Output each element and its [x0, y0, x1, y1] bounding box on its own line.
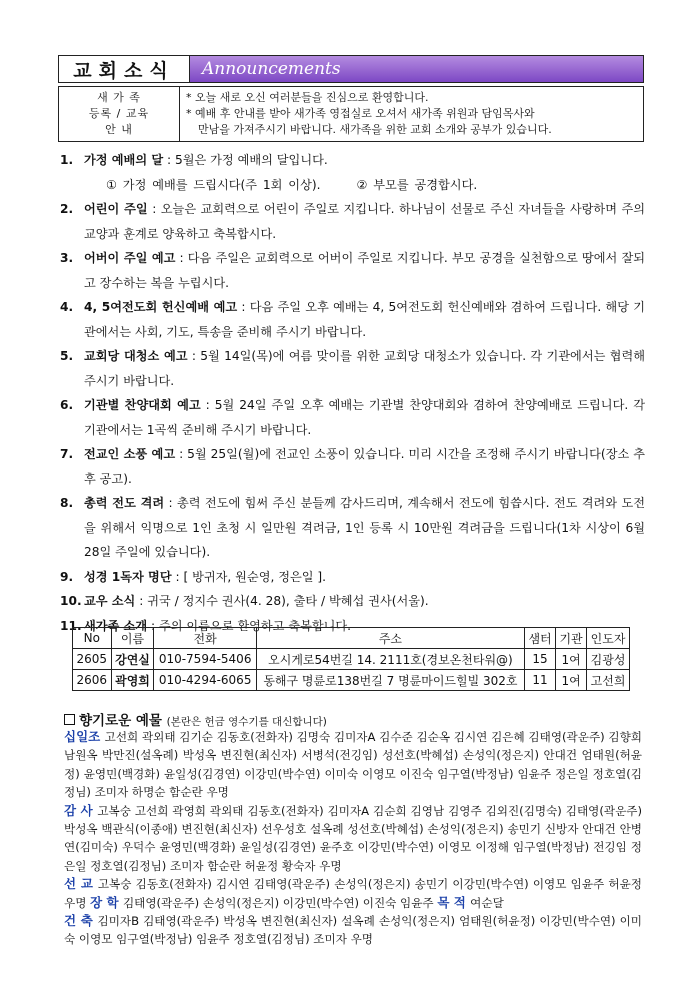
announcement-item	[60, 589, 645, 614]
announcement-item	[60, 491, 645, 565]
new-family-line: * 예배 후 안내를 받아 새가족 영접실로 오셔서 새가족 위원과 담임목사와	[186, 107, 535, 120]
item-text: : 5월 14일(목)에 여름 맞이를 위한 교회당 대청소가 있습니다. 각 기관에서는 협력해 주시기 바랍니다.	[84, 349, 645, 388]
table-cell: 강연실	[111, 649, 154, 670]
new-family-box	[58, 86, 644, 142]
announcement-item	[60, 246, 645, 295]
table-header-row	[73, 628, 630, 649]
announcement-item	[60, 344, 645, 393]
checkbox-icon	[64, 714, 75, 725]
item-text: : 다음 주일은 교회력으로 어버이 주일로 지킵니다. 부모 공경을 실천함으로 땅에서 잘되고 장수하는 복을 누립시다.	[84, 251, 646, 290]
offering-category: 선 교	[64, 876, 98, 892]
new-family-line: 만남을 가져주시기 바랍니다. 새가족을 위한 교회 소개와 공부가 있습니다.	[198, 123, 552, 136]
offering-list	[64, 728, 642, 949]
offering-category: 감 사	[64, 802, 98, 818]
table-cell: 11	[525, 670, 556, 691]
table-cell: 1여	[556, 649, 587, 670]
item-text: : 총력 전도에 힘써 주신 분들께 감사드리며, 계속해서 전도에 힘씁시다. 전도 격려와 도전을 위해서 익명으로 1인 초청 시 일만원 격려금, 1인 등록 시 10만원 격려금을 드립니다(1차 시상이 6월 28일 주일에 있습니다).	[84, 496, 645, 559]
item-text: : 귀국 / 정지수 권사(4. 28), 출타 / 박혜섭 권사(서울).	[135, 594, 429, 608]
item-title: 어버이 주일 예고	[84, 251, 176, 265]
sub-point: ② 부모를 공경합시다.	[356, 177, 478, 192]
item-title: 4, 5여전도회 헌신예배 예고	[84, 300, 238, 314]
table-cell: 2605	[73, 649, 112, 670]
offering-names: 김태영(곽운주) 손성익(정은지) 이강민(박수연) 이진숙 임윤주	[122, 895, 438, 910]
item-title: 전교인 소풍 예고	[84, 447, 176, 461]
offering-names: 여순달	[470, 895, 504, 910]
item-number: 7.	[60, 447, 74, 461]
item-title: 총력 전도 격려	[84, 496, 165, 510]
table-header-cell: No	[73, 628, 112, 649]
offering-names: 고복숭 김동호(전화자) 김시연 김태영(곽운주) 손성익(정은지) 송민기 이강민(박수연) 이영모 임윤주 허윤정 우명	[64, 877, 642, 910]
item-title: 어린이 주일	[84, 202, 148, 216]
item-number: 11.	[60, 618, 82, 633]
item-title: 새가족 소개	[84, 618, 148, 633]
item-number: 4.	[60, 300, 74, 314]
announcement-item	[60, 197, 645, 246]
announcement-item	[60, 442, 645, 491]
table-cell: 2606	[73, 670, 112, 691]
item-number: 1.	[60, 153, 74, 167]
announcement-item	[60, 295, 645, 344]
item-number: 9.	[60, 569, 74, 584]
item-sub-points	[60, 173, 645, 198]
new-family-line: * 오늘 새로 오신 여러분들을 진심으로 환영합니다.	[186, 91, 429, 104]
item-text: : 5월 24일 주일 오후 예배는 기관별 찬양대회와 겸하여 찬양예배로 드립니다. 각 기관에서는 1곡씩 준비해 주시기 바랍니다.	[84, 398, 645, 437]
item-text: : 오늘은 교회력으로 어린이 주일로 지킵니다. 하나님이 선물로 주신 자녀들을 사랑하며 주의 교양과 훈계로 양육하고 축복합시다.	[84, 202, 646, 241]
new-family-table	[72, 627, 630, 691]
announcement-item	[60, 565, 645, 590]
table-header-cell: 전화	[154, 628, 256, 649]
new-family-label: 새 가 족	[97, 91, 141, 104]
table-header-cell: 기관	[556, 628, 587, 649]
table-row	[73, 649, 630, 670]
table-cell: 010-4294-6065	[154, 670, 256, 691]
new-family-text	[180, 87, 643, 141]
offering-names: 고복숭 고선희 곽영희 곽외태 김동호(전화자) 김미자A 김순희 김영남 김영주 김외진(김명숙) 김태영(곽운주) 박성옥 백관식(이종애) 변진현(최신자) 선우성호 설옥례 성선호(박혜섭) 손성익(정은지) 송민기 신방자 안대건 안병연(김미숙) 우덕수 윤영민(백경화) 윤일성(김경연) 윤주호 이강민(박수연) 이영모 이정해 임구열(박정남) 전깅임 정은일 정호열(김정님) 조미자 함순란 허윤정 황숙자 우명	[64, 803, 642, 873]
offering-category: 십일조	[64, 729, 105, 744]
table-cell: 010-7594-5406	[154, 649, 256, 670]
item-text: : 5월 25일(월)에 전교인 소풍이 있습니다. 미리 시간을 조정해 주시기 바랍니다(장소 추후 공고).	[84, 447, 645, 486]
item-title: 기관별 찬양대회 예고	[84, 398, 201, 412]
table-cell: 동해구 명륜로138번길 7 명륜마이드힐빌 302호	[256, 670, 524, 691]
new-family-labels	[59, 87, 180, 141]
header-title-kr: 교회소식	[59, 56, 190, 82]
table-header-cell: 이름	[111, 628, 154, 649]
item-text: : 5월은 가정 예배의 달입니다.	[163, 153, 328, 167]
offering-note: (본란은 헌금 영수기를 대신합니다)	[166, 716, 327, 728]
announcement-item	[60, 148, 645, 173]
section-header	[58, 55, 644, 83]
offering-category: 장 학	[90, 894, 123, 910]
item-number: 5.	[60, 349, 74, 363]
item-text: : 다음 주일 오후 예배는 4, 5여전도회 헌신예배와 겸하여 드립니다. 해당 기관에서는 사회, 기도, 특송을 준비해 주시기 바랍니다.	[84, 300, 645, 339]
item-number: 6.	[60, 398, 74, 412]
table-header-cell: 샘터	[525, 628, 556, 649]
announcement-list	[60, 148, 645, 638]
header-title-en: Announcements	[190, 56, 643, 82]
table-cell: 1여	[556, 670, 587, 691]
announcement-item	[60, 393, 645, 442]
table-cell: 고선희	[587, 670, 630, 691]
offering-title-text: 향기로운 예물	[79, 713, 162, 729]
table-header-cell: 인도자	[587, 628, 630, 649]
sub-point: ① 가정 예배를 드립시다(주 1회 이상).	[106, 177, 321, 192]
item-title: 교회당 대청소 예고	[84, 349, 188, 363]
offering-names: 김미자B 김태영(곽운주) 박성옥 변진현(최신자) 설옥례 손성익(정은지) 엄태원(허윤정) 이강민(박수연) 이미숙 이영모 임구열(박정남) 임윤주 정호열(김정님) 조미자 우명	[64, 914, 642, 947]
item-title: 가정 예배의 달	[84, 153, 164, 167]
item-title: 교우 소식	[84, 594, 136, 608]
item-number: 3.	[60, 251, 74, 265]
table-cell: 오시게로54번길 14. 2111호(경보온천타워@)	[256, 649, 524, 670]
new-family-label: 안 내	[105, 123, 133, 136]
new-family-label: 등록 / 교육	[88, 107, 150, 120]
offering-category: 건 축	[64, 913, 98, 929]
item-title: 성경 1독자 명단	[84, 569, 172, 584]
item-number: 10.	[60, 594, 82, 608]
table-row	[73, 670, 630, 691]
offering-names: 고선희 곽외태 김기순 김동호(전화자) 김명숙 김미자A 김수준 김순옥 김시연 김은혜 김태영(곽운주) 김향희 남원옥 박만진(설옥례) 박성옥 변진현(최신자) 서병석(전깅임) 성선호(박혜섭) 손성익(정은지) 안대건 엄태원(허윤정) 윤영민(백경화) 윤일성(김경연) 이강민(박수연) 이미숙 이영모 이진숙 임구열(박정남) 임윤주 정은일 정호열(김정님) 조미자 하명순 함순란 우명	[64, 730, 643, 800]
table-cell: 김광성	[587, 649, 630, 670]
offering-title	[64, 709, 327, 729]
item-number: 8.	[60, 496, 74, 510]
item-text: : [ 방귀자, 원순영, 정은일 ].	[171, 569, 327, 584]
table-header-cell: 주소	[256, 628, 524, 649]
item-text: : 주의 이름으로 환영하고 축복합니다.	[147, 618, 352, 633]
table-cell: 곽영희	[111, 670, 154, 691]
item-number: 2.	[60, 202, 74, 216]
offering-category: 목 적	[437, 894, 471, 910]
table-cell: 15	[525, 649, 556, 670]
